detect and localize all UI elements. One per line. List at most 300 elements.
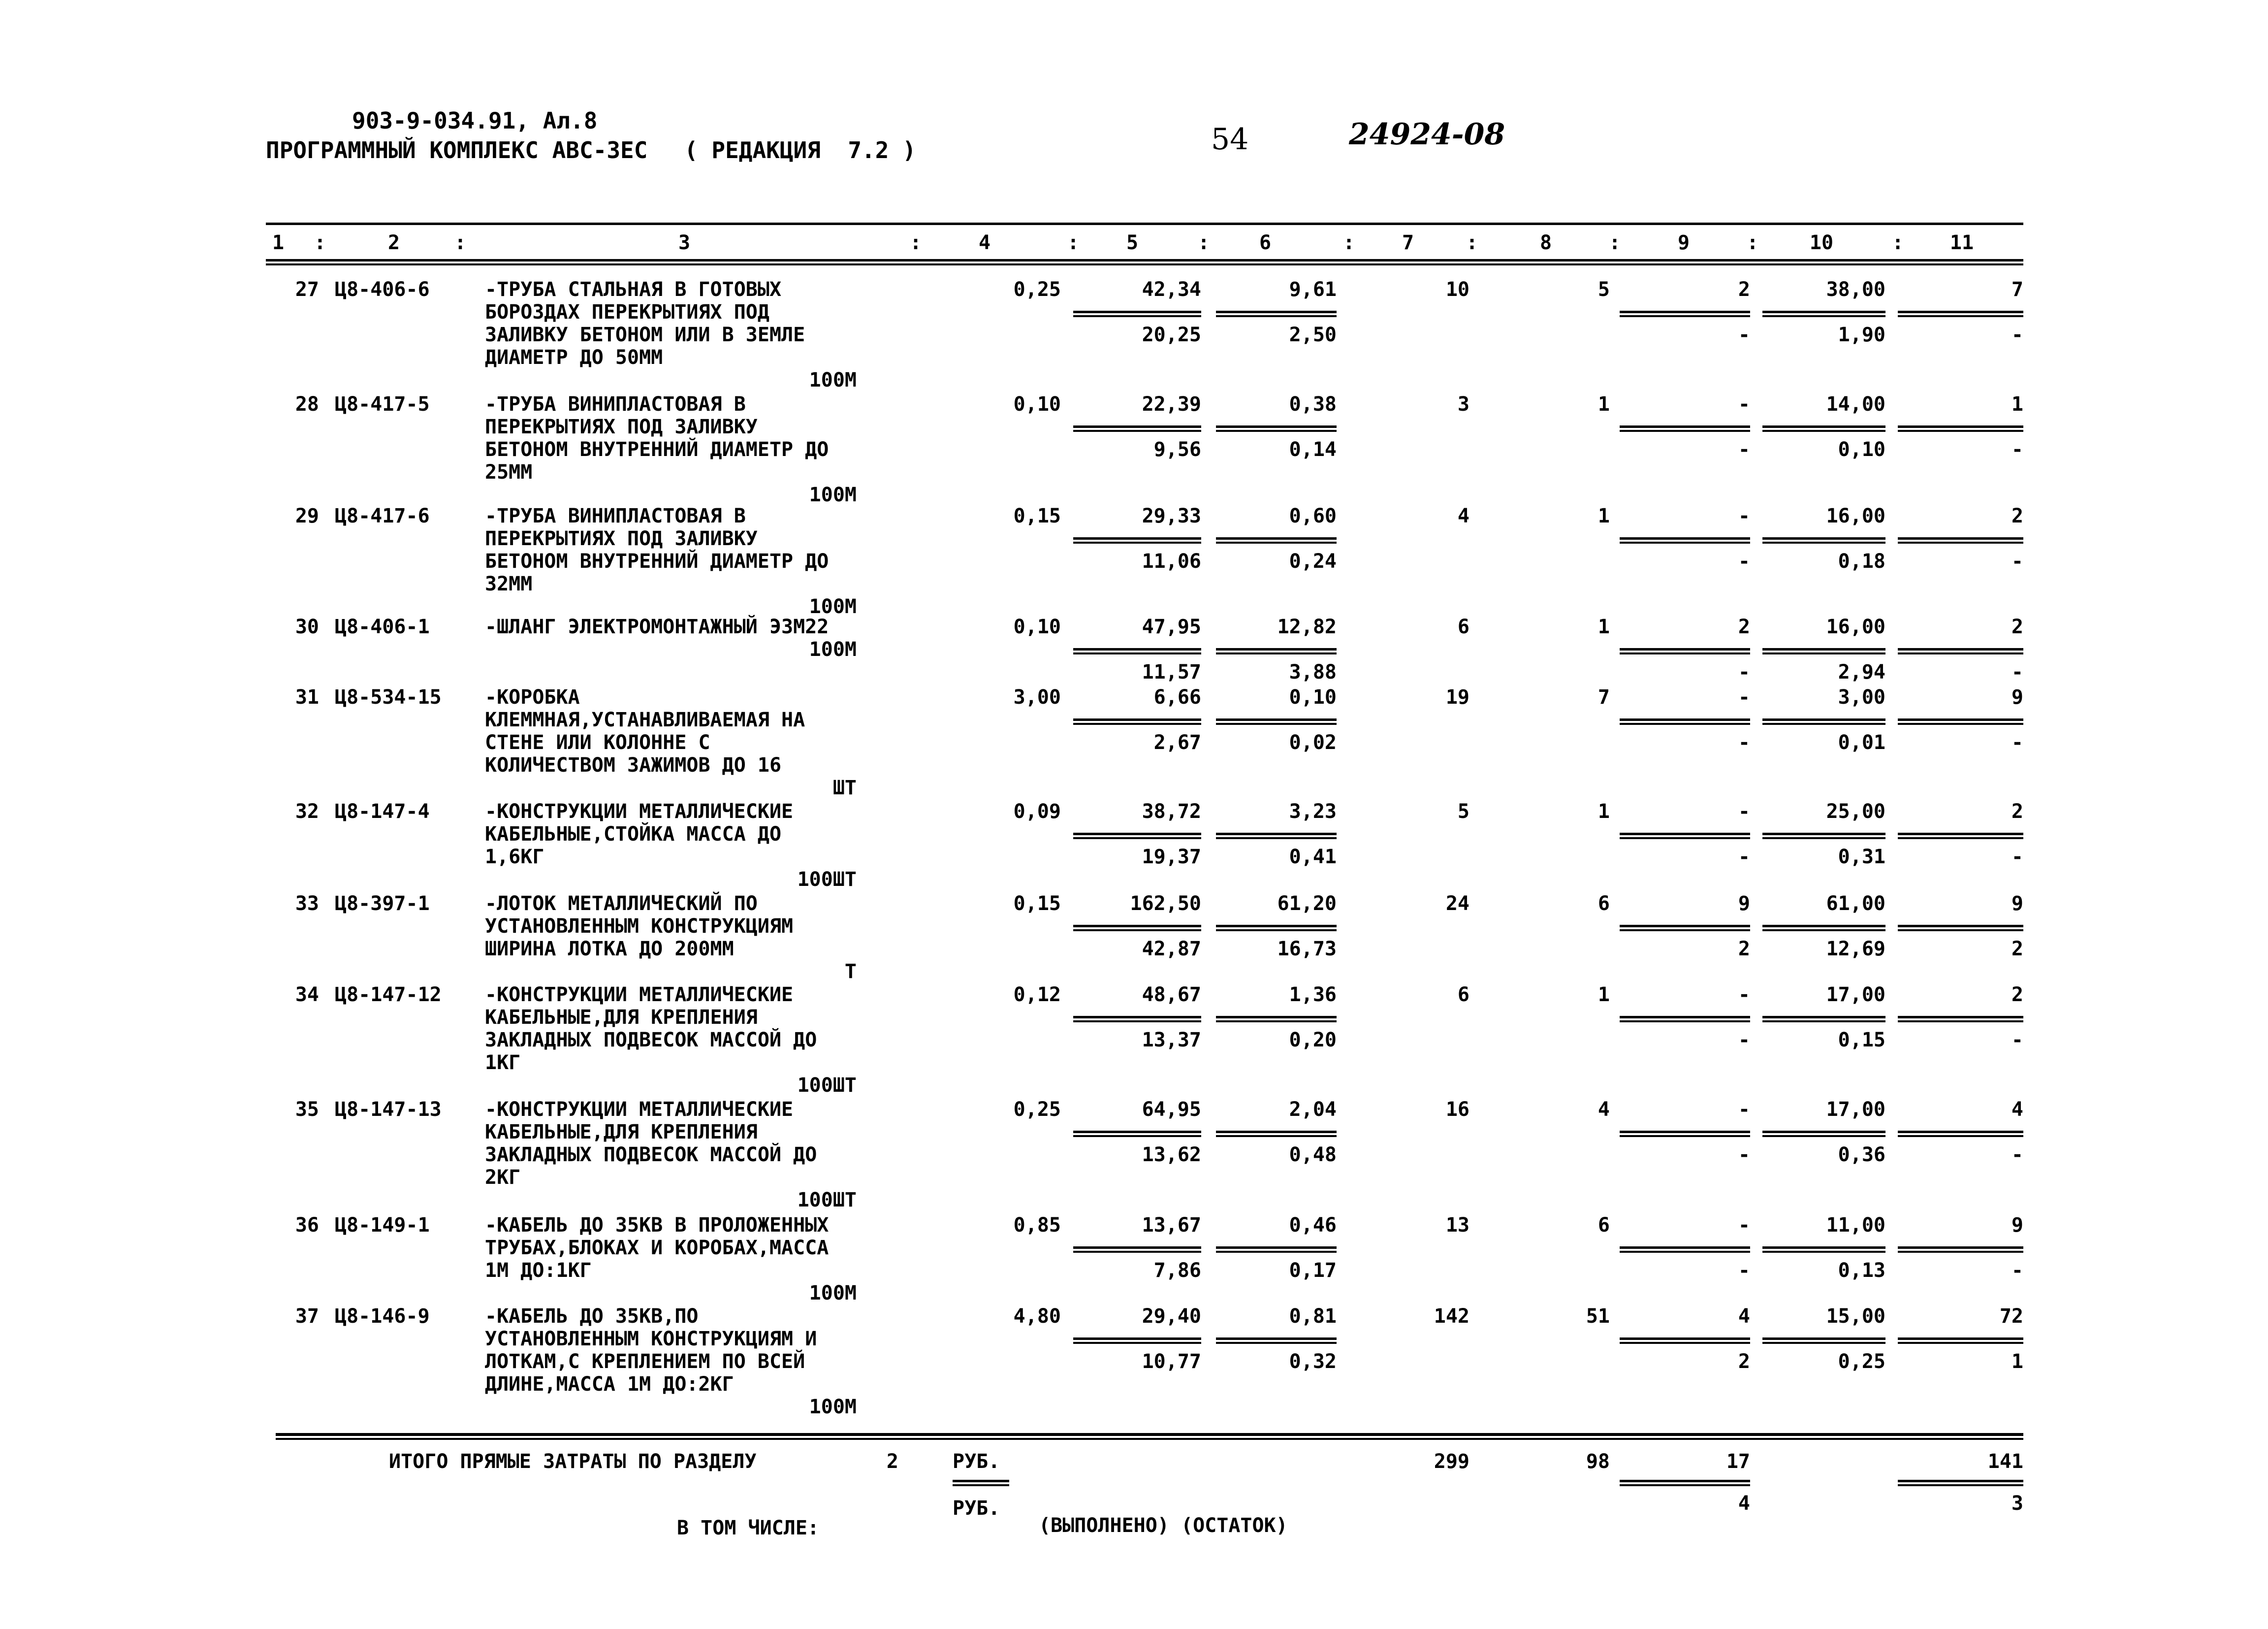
row-description-line: КАБЕЛЬНЫЕ,ДЛЯ КРЕПЛЕНИЯ <box>485 1121 758 1143</box>
row-description-line: 2КГ <box>485 1166 521 1189</box>
row-result-wages: 1 <box>2011 1350 2023 1373</box>
row-divider <box>1898 1251 2023 1253</box>
row-description-line: УСТАНОВЛЕННЫМ КОНСТРУКЦИЯМ И <box>485 1328 817 1350</box>
row-divider <box>1620 1246 1750 1249</box>
row-cost-wages: 2,67 <box>1153 731 1201 754</box>
row-divider <box>1898 425 2023 428</box>
column-header-1: 1 <box>272 231 285 254</box>
row-description-line: ШИРИНА ЛОТКА ДО 200ММ <box>485 938 734 960</box>
row-description-line: КОЛИЧЕСТВОМ ЗАЖИМОВ ДО 16 <box>485 754 782 777</box>
row-cost-total: 48,67 <box>1142 983 1201 1006</box>
column-header-7: 7 <box>1402 231 1414 254</box>
row-divider <box>1216 929 1337 931</box>
row-machines-wages: - <box>1738 550 1750 573</box>
row-divider <box>1898 311 2023 313</box>
totals-section: 2 <box>886 1450 898 1473</box>
column-header-3: 3 <box>678 231 691 254</box>
row-cost-wages: 9,56 <box>1153 438 1201 461</box>
row-cost-machines: 2,04 <box>1289 1098 1337 1121</box>
row-result: 4 <box>2011 1098 2023 1121</box>
row-description-line: КЛЕММНАЯ,УСТАНАВЛИВАЕМАЯ НА <box>485 709 805 731</box>
row-code: Ц8-146-9 <box>335 1305 430 1328</box>
row-description-line: ЗАКЛАДНЫХ ПОДВЕСОК МАССОЙ ДО <box>485 1029 817 1051</box>
row-unit: 100М <box>809 595 857 618</box>
totals-result-wages: 3 <box>2011 1492 2023 1515</box>
row-divider <box>1216 1246 1337 1249</box>
row-description-line: ПЕРЕКРЫТИЯХ ПОД ЗАЛИВКУ <box>485 416 758 438</box>
row-divider <box>1762 425 1885 428</box>
row-description-line: -КОНСТРУКЦИИ МЕТАЛЛИЧЕСКИЕ <box>485 800 794 823</box>
row-divider <box>1216 1135 1337 1137</box>
row-divider <box>1073 1020 1201 1022</box>
row-total: 6 <box>1457 983 1469 1006</box>
row-cost-wages: 42,87 <box>1142 938 1201 960</box>
row-total: 142 <box>1434 1305 1469 1328</box>
column-header-2: 2 <box>387 231 400 254</box>
row-wages: 4 <box>1597 1098 1610 1121</box>
totals-divider <box>953 1484 1009 1486</box>
row-quantity: 0,85 <box>1013 1214 1061 1237</box>
row-number: 29 <box>295 505 319 527</box>
row-number: 27 <box>295 278 319 301</box>
row-cost-total: 42,34 <box>1142 278 1201 301</box>
row-divider <box>1073 1251 1201 1253</box>
row-cost-total: 64,95 <box>1142 1098 1201 1121</box>
row-total: 6 <box>1457 616 1469 638</box>
row-description-line: 32ММ <box>485 573 533 595</box>
row-divider <box>1898 430 2023 432</box>
row-divider <box>1073 833 1201 835</box>
row-wages: 6 <box>1597 1214 1610 1237</box>
row-code: Ц8-534-15 <box>335 686 442 709</box>
row-unit: 100ШТ <box>797 1074 857 1097</box>
row-description-line: 1,6КГ <box>485 846 544 868</box>
row-cost-machines: 0,10 <box>1289 686 1337 709</box>
row-divider <box>1762 718 1885 721</box>
row-divider <box>1762 1020 1885 1022</box>
column-separator: : <box>1067 231 1080 254</box>
row-divider <box>1620 718 1750 721</box>
row-divider <box>1073 542 1201 544</box>
row-divider <box>1073 718 1201 721</box>
row-total: 4 <box>1457 505 1469 527</box>
totals-label: ИТОГО ПРЯМЫЕ ЗАТРАТЫ ПО РАЗДЕЛУ <box>389 1450 757 1473</box>
row-divider <box>1620 652 1750 654</box>
row-code: Ц8-397-1 <box>335 892 430 915</box>
row-description-line: -КАБЕЛЬ ДО 35КВ В ПРОЛОЖЕННЫХ <box>485 1214 829 1237</box>
row-unit-wages: 0,01 <box>1838 731 1885 754</box>
row-divider <box>1216 837 1337 839</box>
totals-result: 141 <box>1987 1450 2023 1473</box>
column-header-6: 6 <box>1259 231 1272 254</box>
row-cost-total: 29,40 <box>1142 1305 1201 1328</box>
row-result: 9 <box>2011 686 2023 709</box>
row-unit-cost: 16,00 <box>1826 505 1885 527</box>
row-description-line: БЕТОНОМ ВНУТРЕННИЙ ДИАМЕТР ДО <box>485 438 829 461</box>
row-result: 72 <box>1999 1305 2023 1328</box>
row-divider <box>1073 929 1201 931</box>
row-divider <box>1898 1131 2023 1133</box>
row-divider <box>1216 315 1337 317</box>
row-cost-wages-machines: 0,20 <box>1289 1029 1337 1051</box>
row-machines: 9 <box>1738 892 1750 915</box>
row-cost-machines: 0,60 <box>1289 505 1337 527</box>
row-total: 3 <box>1457 393 1469 416</box>
row-divider <box>1073 1131 1201 1133</box>
row-unit: 100М <box>809 484 857 506</box>
column-separator: : <box>454 231 467 254</box>
row-cost-wages: 19,37 <box>1142 846 1201 868</box>
row-unit: 100М <box>809 1282 857 1304</box>
row-divider <box>1620 1251 1750 1253</box>
totals-total: 299 <box>1434 1450 1469 1473</box>
row-cost-total: 162,50 <box>1130 892 1201 915</box>
row-divider <box>1898 833 2023 835</box>
row-wages: 1 <box>1597 800 1610 823</box>
row-description-line: -ТРУБА ВИНИПЛАСТОВАЯ В <box>485 393 746 416</box>
row-cost-wages-machines: 0,17 <box>1289 1259 1337 1282</box>
row-cost-wages: 11,06 <box>1142 550 1201 573</box>
row-divider <box>1762 652 1885 654</box>
row-divider <box>1762 723 1885 725</box>
header-bottom-rule <box>266 259 2023 261</box>
row-result: 2 <box>2011 616 2023 638</box>
row-divider <box>1216 537 1337 540</box>
row-wages: 7 <box>1597 686 1610 709</box>
row-divider <box>1620 833 1750 835</box>
row-divider <box>1073 925 1201 927</box>
row-divider <box>1216 833 1337 835</box>
row-cost-wages-machines: 0,48 <box>1289 1143 1337 1166</box>
totals-currency: РУБ. <box>953 1497 1000 1520</box>
row-description-line: БОРОЗДАХ ПЕРЕКРЫТИЯХ ПОД <box>485 301 769 324</box>
row-result: 2 <box>2011 983 2023 1006</box>
row-divider <box>1073 1342 1201 1344</box>
row-divider <box>1898 648 2023 651</box>
row-description-line: -ЛОТОК МЕТАЛЛИЧЕСКИЙ ПО <box>485 892 758 915</box>
row-result-wages: - <box>2011 550 2023 573</box>
row-machines: - <box>1738 983 1750 1006</box>
row-machines-wages: - <box>1738 846 1750 868</box>
row-divider <box>1898 652 2023 654</box>
row-machines: 4 <box>1738 1305 1750 1328</box>
row-cost-machines: 0,81 <box>1289 1305 1337 1328</box>
row-unit-cost: 17,00 <box>1826 1098 1885 1121</box>
row-divider <box>1216 1131 1337 1133</box>
row-divider <box>1216 542 1337 544</box>
row-description-line: ДЛИНЕ,МАССА 1М ДО:2КГ <box>485 1373 734 1396</box>
row-divider <box>1898 1337 2023 1340</box>
row-unit-cost: 17,00 <box>1826 983 1885 1006</box>
column-header-4: 4 <box>978 231 991 254</box>
row-divider <box>1073 425 1201 428</box>
row-machines-wages: 2 <box>1738 1350 1750 1373</box>
row-divider <box>1620 837 1750 839</box>
row-description-line: 25ММ <box>485 461 533 484</box>
row-divider <box>1762 1131 1885 1133</box>
row-cost-wages-machines: 0,02 <box>1289 731 1337 754</box>
row-divider <box>1620 311 1750 313</box>
totals-currency: РУБ. <box>953 1450 1000 1473</box>
row-divider <box>1073 311 1201 313</box>
column-header-10: 10 <box>1809 231 1834 254</box>
row-divider <box>1620 425 1750 428</box>
row-description-line: ДИАМЕТР ДО 50ММ <box>485 346 663 369</box>
row-cost-machines: 0,46 <box>1289 1214 1337 1237</box>
row-divider <box>1762 929 1885 931</box>
row-unit: 100М <box>809 638 857 661</box>
row-unit-wages: 12,69 <box>1826 938 1885 960</box>
row-cost-machines: 9,61 <box>1289 278 1337 301</box>
row-quantity: 4,80 <box>1013 1305 1061 1328</box>
row-quantity: 3,00 <box>1013 686 1061 709</box>
row-divider <box>1898 315 2023 317</box>
row-divider <box>1073 1337 1201 1340</box>
row-divider <box>1762 311 1885 313</box>
row-quantity: 0,09 <box>1013 800 1061 823</box>
row-machines-wages: - <box>1738 1029 1750 1051</box>
totals-wages: 98 <box>1586 1450 1610 1473</box>
row-cost-total: 22,39 <box>1142 393 1201 416</box>
row-machines: - <box>1738 686 1750 709</box>
row-unit-wages: 2,94 <box>1838 661 1885 684</box>
handwritten-code: 24924-08 <box>1349 117 1505 152</box>
row-cost-machines: 12,82 <box>1277 616 1337 638</box>
row-quantity: 0,15 <box>1013 505 1061 527</box>
row-divider <box>1216 1251 1337 1253</box>
row-divider <box>1620 542 1750 544</box>
row-unit: 100ШТ <box>797 1189 857 1211</box>
row-machines-wages: - <box>1738 1259 1750 1282</box>
edition-label: ( РЕДАКЦИЯ 7.2 ) <box>684 137 916 163</box>
row-divider <box>1073 1016 1201 1018</box>
row-divider <box>1620 723 1750 725</box>
row-cost-wages-machines: 3,88 <box>1289 661 1337 684</box>
row-unit-cost: 16,00 <box>1826 616 1885 638</box>
column-header-11: 11 <box>1949 231 1974 254</box>
row-number: 30 <box>295 616 319 638</box>
row-divider <box>1216 430 1337 432</box>
row-cost-wages-machines: 0,41 <box>1289 846 1337 868</box>
totals-divider <box>1898 1480 2023 1482</box>
row-machines-wages: 2 <box>1738 938 1750 960</box>
column-separator: : <box>1466 231 1478 254</box>
row-description-line: ЗАЛИВКУ БЕТОНОМ ИЛИ В ЗЕМЛЕ <box>485 324 805 346</box>
row-quantity: 0,10 <box>1013 616 1061 638</box>
row-result: 2 <box>2011 505 2023 527</box>
row-total: 16 <box>1445 1098 1469 1121</box>
row-description-line: КАБЕЛЬНЫЕ,ДЛЯ КРЕПЛЕНИЯ <box>485 1006 758 1029</box>
row-description-line: -КОНСТРУКЦИИ МЕТАЛЛИЧЕСКИЕ <box>485 983 794 1006</box>
row-divider <box>1762 837 1885 839</box>
row-number: 34 <box>295 983 319 1006</box>
row-divider <box>1073 430 1201 432</box>
row-wages: 51 <box>1586 1305 1610 1328</box>
row-description-line: КАБЕЛЬНЫЕ,СТОЙКА МАССА ДО <box>485 823 782 846</box>
row-machines-wages: - <box>1738 438 1750 461</box>
row-cost-wages-machines: 16,73 <box>1277 938 1337 960</box>
totals-rule <box>276 1438 2023 1440</box>
row-unit: 100М <box>809 369 857 391</box>
row-divider <box>1073 1246 1201 1249</box>
column-separator: : <box>909 231 922 254</box>
row-divider <box>1898 925 2023 927</box>
row-number: 32 <box>295 800 319 823</box>
row-divider <box>1762 537 1885 540</box>
row-machines-wages: - <box>1738 1143 1750 1166</box>
program-name: ПРОГРАММНЫЙ КОМПЛЕКС АВС-3ЕС <box>266 137 648 163</box>
row-divider <box>1073 652 1201 654</box>
row-unit-wages: 0,31 <box>1838 846 1885 868</box>
row-divider <box>1898 837 2023 839</box>
row-divider <box>1216 718 1337 721</box>
row-total: 19 <box>1445 686 1469 709</box>
row-description-line: -ШЛАНГ ЭЛЕКТРОМОНТАЖНЫЙ ЭЗМ22 <box>485 616 829 638</box>
row-divider <box>1762 1246 1885 1249</box>
totals-machines-wages: 4 <box>1738 1492 1750 1515</box>
row-cost-total: 47,95 <box>1142 616 1201 638</box>
column-header-5: 5 <box>1126 231 1139 254</box>
row-divider <box>1762 833 1885 835</box>
row-divider <box>1073 1135 1201 1137</box>
row-quantity: 0,12 <box>1013 983 1061 1006</box>
row-cost-wages-machines: 2,50 <box>1289 324 1337 346</box>
row-unit-cost: 14,00 <box>1826 393 1885 416</box>
row-description-line: БЕТОНОМ ВНУТРЕННИЙ ДИАМЕТР ДО <box>485 550 829 573</box>
row-result-wages: - <box>2011 1143 2023 1166</box>
row-result-wages: - <box>2011 731 2023 754</box>
row-divider <box>1216 925 1337 927</box>
row-code: Ц8-147-13 <box>335 1098 442 1121</box>
column-header-9: 9 <box>1677 231 1690 254</box>
row-result: 7 <box>2011 278 2023 301</box>
row-divider <box>1762 542 1885 544</box>
row-divider <box>1762 1016 1885 1018</box>
row-result: 9 <box>2011 892 2023 915</box>
row-quantity: 0,25 <box>1013 278 1061 301</box>
totals-rule <box>276 1433 2023 1436</box>
row-divider <box>1073 837 1201 839</box>
row-divider <box>1216 1337 1337 1340</box>
totals-machines: 17 <box>1726 1450 1750 1473</box>
row-divider <box>1620 648 1750 651</box>
row-code: Ц8-147-4 <box>335 800 430 823</box>
row-unit-wages: 0,18 <box>1838 550 1885 573</box>
row-divider <box>1620 929 1750 931</box>
row-wages: 5 <box>1597 278 1610 301</box>
row-quantity: 0,15 <box>1013 892 1061 915</box>
row-unit: 100ШТ <box>797 868 857 891</box>
row-unit-cost: 11,00 <box>1826 1214 1885 1237</box>
row-divider <box>1898 542 2023 544</box>
row-number: 37 <box>295 1305 319 1328</box>
row-machines: 2 <box>1738 278 1750 301</box>
row-divider <box>1620 1135 1750 1137</box>
row-description-line: -ТРУБА ВИНИПЛАСТОВАЯ В <box>485 505 746 527</box>
row-description-line: ЛОТКАМ,С КРЕПЛЕНИЕМ ПО ВСЕЙ <box>485 1350 805 1373</box>
row-divider <box>1762 1135 1885 1137</box>
row-unit-cost: 25,00 <box>1826 800 1885 823</box>
row-divider <box>1898 1016 2023 1018</box>
row-divider <box>1620 1337 1750 1340</box>
row-description-line: -КОРОБКА <box>485 686 580 709</box>
row-divider <box>1762 925 1885 927</box>
totals-note: (ВЫПОЛНЕНО) (ОСТАТОК) <box>1039 1514 1288 1537</box>
row-cost-wages: 7,86 <box>1153 1259 1201 1282</box>
row-total: 13 <box>1445 1214 1469 1237</box>
row-result-wages: - <box>2011 438 2023 461</box>
row-cost-wages-machines: 0,32 <box>1289 1350 1337 1373</box>
row-wages: 1 <box>1597 505 1610 527</box>
row-machines-wages: - <box>1738 324 1750 346</box>
row-cost-wages: 11,57 <box>1142 661 1201 684</box>
row-machines: - <box>1738 505 1750 527</box>
row-divider <box>1620 1016 1750 1018</box>
row-machines: - <box>1738 1098 1750 1121</box>
row-unit-cost: 15,00 <box>1826 1305 1885 1328</box>
row-unit-cost: 3,00 <box>1838 686 1885 709</box>
row-cost-machines: 0,38 <box>1289 393 1337 416</box>
row-code: Ц8-417-5 <box>335 393 430 416</box>
row-cost-total: 13,67 <box>1142 1214 1201 1237</box>
column-separator: : <box>1746 231 1759 254</box>
row-divider <box>1620 1020 1750 1022</box>
row-cost-wages: 13,62 <box>1142 1143 1201 1166</box>
column-header-8: 8 <box>1539 231 1552 254</box>
row-total: 10 <box>1445 278 1469 301</box>
row-number: 28 <box>295 393 319 416</box>
row-divider <box>1073 315 1201 317</box>
row-quantity: 0,25 <box>1013 1098 1061 1121</box>
row-description-line: 1М ДО:1КГ <box>485 1259 592 1282</box>
row-result-wages: - <box>2011 1029 2023 1051</box>
row-result: 1 <box>2011 393 2023 416</box>
row-divider <box>1073 648 1201 651</box>
row-number: 35 <box>295 1098 319 1121</box>
column-separator: : <box>1891 231 1904 254</box>
row-cost-machines: 1,36 <box>1289 983 1337 1006</box>
row-result-wages: - <box>2011 661 2023 684</box>
row-cost-total: 38,72 <box>1142 800 1201 823</box>
page-number: 54 <box>1211 122 1249 157</box>
row-wages: 1 <box>1597 393 1610 416</box>
row-divider <box>1898 929 2023 931</box>
column-separator: : <box>1608 231 1621 254</box>
table-top-rule <box>266 223 2023 225</box>
row-total: 24 <box>1445 892 1469 915</box>
totals-divider <box>953 1480 1009 1482</box>
row-unit: ШТ <box>832 777 857 799</box>
row-divider <box>1216 1016 1337 1018</box>
row-wages: 1 <box>1597 983 1610 1006</box>
row-divider <box>1762 1342 1885 1344</box>
column-separator: : <box>314 231 326 254</box>
row-divider <box>1762 1251 1885 1253</box>
row-result: 2 <box>2011 800 2023 823</box>
row-quantity: 0,10 <box>1013 393 1061 416</box>
row-unit-cost: 38,00 <box>1826 278 1885 301</box>
row-result-wages: - <box>2011 846 2023 868</box>
row-cost-wages-machines: 0,24 <box>1289 550 1337 573</box>
row-divider <box>1216 723 1337 725</box>
row-description-line: 1КГ <box>485 1051 521 1074</box>
row-machines: 2 <box>1738 616 1750 638</box>
row-unit: 100М <box>809 1396 857 1418</box>
totals-divider <box>1620 1484 1750 1486</box>
row-machines: - <box>1738 1214 1750 1237</box>
column-separator: : <box>1342 231 1355 254</box>
row-divider <box>1898 1020 2023 1022</box>
